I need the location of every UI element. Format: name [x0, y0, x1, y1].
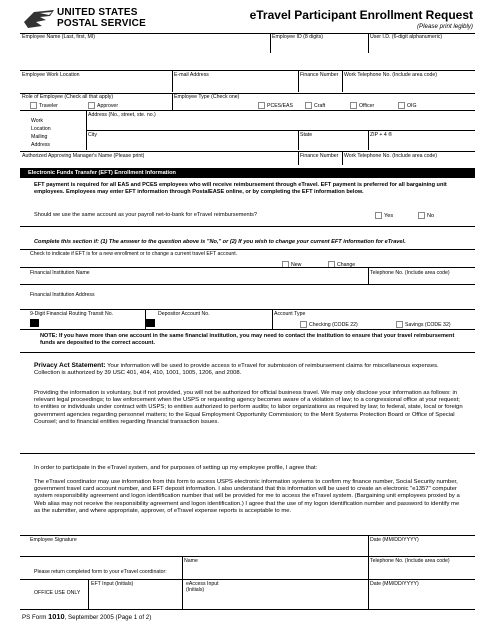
checking-checkbox[interactable] [300, 321, 307, 328]
manager-phone-label: Work Telephone No. (Include area code) [344, 153, 437, 159]
finance-number-field[interactable] [299, 79, 341, 91]
yes-checkbox[interactable] [375, 212, 382, 219]
savings-checkbox[interactable] [396, 321, 403, 328]
approver-text: Approver [97, 102, 119, 109]
footer-form: PS Form [22, 614, 47, 621]
email-label: E-mail Address [174, 72, 209, 78]
change-text: Change [337, 261, 356, 268]
eft-instruction: Complete this section if: (1) The answer to the question above is "No," or (2) If you wish to change your current EFT information for eTravel. [34, 239, 406, 245]
finance-number-label: Finance Number [300, 72, 339, 78]
privacy-p1: Your information will be used to provide access to eTravel for submission of reimbursement claims for miscellaneous expenses. Collection is authorized by 39 USC 401, 404, 410, 1001, 1005, 1206, and 2008. [34, 363, 439, 377]
street-field[interactable] [87, 119, 474, 129]
new-text: New [291, 261, 302, 268]
no-option[interactable] [418, 212, 434, 219]
routing-label: 9-Digit Financial Routing Transit No. [30, 311, 114, 317]
work-phone-label: Work Telephone No. (Include area code) [344, 72, 437, 78]
yes-text: Yes [384, 212, 394, 219]
no-checkbox[interactable] [418, 212, 425, 219]
email-field[interactable] [173, 79, 297, 91]
work-phone-field[interactable] [343, 79, 474, 91]
agreement-p2: The eTravel coordinator may use information from this form to access USPS electronic information systems to confirm my finance number, Social Security number, government travel card account number, and EFT deposit information. I also understand that this information will be used to create an electronic "e1357" computer system responsibility agreement and logon identification number that will be provided for me to access the eTravel system. (Bargaining unit employees proxied by a Web alias may not receive the responsibility agreement and logon identification.) I agree that the use of my logon identification number and password to identify me as the submitter, and where appropriate, approver, of eTravel expense reports is acceptable to me. [34, 479, 460, 514]
pces-text: PCES/EAS [267, 102, 293, 109]
manager-name-field[interactable] [21, 159, 297, 165]
craft-checkbox[interactable] [305, 102, 312, 109]
signature-field[interactable] [21, 544, 367, 555]
institution-name-label: Financial Institution Name [30, 270, 90, 276]
return-phone-label: Telephone No. (Include area code) [370, 558, 450, 564]
privacy-p2: Providing the information is voluntary, but if not provided, you will not be authorized for official business travel. We may only disclose your information as follows: in relevant legal proceedings; to law enforcement when the USPS or requesting agency becomes aware of a violation of law; to a congressional office at your request; to entities or individuals under contract with USPS; to entities authorized to perform audits; to labor organizations as required by law; to federal, state, local or foreign government agencies regarding personnel matters; to the Equal Employment Opportunity Commission; to the Merit Systems Protection Board or Office of Special Counsel; and to financial entities regarding financial transaction issues. [34, 390, 463, 425]
form-footer [22, 612, 151, 621]
pces-checkbox[interactable] [258, 102, 265, 109]
eagle-icon [22, 8, 56, 30]
address-side-label [31, 117, 51, 149]
page-title: eTravel Participant Enrollment Request [249, 8, 473, 22]
oig-option[interactable] [398, 102, 417, 109]
no-text: No [427, 212, 435, 219]
signature-date-label: Date (MM/DD/YYYY) [370, 537, 419, 543]
routing-marker [30, 319, 39, 327]
approver-option[interactable] [88, 102, 118, 109]
zip-label: ZIP + 4 ® [370, 132, 393, 138]
pces-option[interactable] [258, 102, 293, 109]
approver-checkbox[interactable] [88, 102, 95, 109]
footer-rest: , September 2005 (Page 1 of 2) [64, 614, 152, 621]
checking-text: Checking (CODE 22) [309, 321, 358, 328]
savings-text: Savings (CODE 32) [405, 321, 451, 328]
signature-label: Employee Signature [30, 537, 77, 543]
craft-text: Craft [314, 102, 326, 109]
traveler-option[interactable] [30, 102, 58, 109]
eft-notice: EFT payment is required for all EAS and PCES employees who will receive reimbursement through eTravel. EFT payment is preferred for all bargaining unit employees. Employees may enter EFT information through PostalEASE online, or by completing the EFT information below. [34, 182, 447, 195]
employee-id-label: Employee ID (8 digits) [272, 34, 324, 40]
side-label-location: Location [31, 126, 51, 132]
eft-question: Should we use the same account as your payroll net-to-bank for eTravel reimbursements? [34, 212, 258, 218]
eft-banner-text: Electronic Funds Transfer (EFT) Enrollment Information [28, 170, 176, 176]
privacy-heading: Privacy Act Statement: [34, 362, 106, 369]
side-label-mailing: Mailing [31, 134, 48, 140]
savings-option[interactable] [396, 321, 451, 328]
institution-address-label: Financial Institution Address [30, 292, 95, 298]
depositor-marker [146, 319, 155, 327]
logo-line2: POSTAL SERVICE [57, 18, 146, 29]
institution-name-field[interactable] [21, 277, 367, 284]
officer-checkbox[interactable] [350, 102, 357, 109]
city-label: City [88, 132, 97, 138]
eaccess-line1: eAccess Input [186, 581, 219, 587]
state-label: State [300, 132, 313, 138]
return-label: Please return completed form to your eTravel coordinator: [34, 569, 167, 575]
depositor-field[interactable] [157, 319, 270, 327]
checking-option[interactable] [300, 321, 358, 328]
eaccess-label [186, 581, 219, 593]
return-name-label: Name [184, 558, 198, 564]
user-id-field[interactable] [369, 41, 474, 52]
city-field[interactable] [87, 139, 297, 149]
traveler-text: Traveler [39, 102, 58, 109]
manager-finance-label: Finance Number [300, 153, 339, 159]
account-type-label: Account Type [274, 311, 306, 317]
eft-input-label: EFT Input (Initials) [91, 581, 134, 587]
office-use-label: OFFICE USE ONLY [34, 590, 81, 596]
employee-name-label: Employee Name (Last, first, MI) [22, 34, 95, 40]
footer-number: 1010 [48, 612, 65, 621]
user-id-label: User I.D. (6-digit alphanumeric) [370, 34, 443, 40]
return-date-label: Date (MM/DD/YYYY) [370, 581, 419, 587]
side-label-work: Work [31, 118, 44, 124]
officer-option[interactable] [350, 102, 374, 109]
role-label: Role of Employee (Check all that apply) [22, 94, 114, 100]
agreement-p1: In order to participate in the eTravel system, and for purposes of setting up my employee profile, I agree that: [34, 465, 318, 471]
work-location-label: Employee Work Location [22, 72, 80, 78]
signature-date-field[interactable] [369, 544, 474, 555]
employee-id-field[interactable] [271, 41, 367, 52]
oig-checkbox[interactable] [398, 102, 405, 109]
employee-type-label: Employee Type (Check one) [174, 94, 240, 100]
craft-option[interactable] [305, 102, 325, 109]
eft-banner [20, 168, 475, 178]
eft-check-label: Check to indicate if EFT is for a new enrollment or to change a current travel EFT account. [30, 251, 238, 257]
depositor-label: Depositor Account No. [158, 311, 210, 317]
work-location-field[interactable] [21, 79, 171, 91]
street-label: Address (No., street, ste. no.) [88, 112, 156, 118]
routing-field[interactable] [41, 319, 143, 327]
institution-address-field[interactable] [21, 299, 474, 307]
logo-line1: UNITED STATES [57, 7, 138, 18]
usps-logo [22, 6, 162, 32]
manager-name-label: Authorized Approving Manager's Name (Please print) [22, 153, 145, 159]
institution-phone-label: Telephone No. (Include area code) [370, 270, 450, 276]
oig-text: OIG [407, 102, 417, 109]
yes-option[interactable] [375, 212, 393, 219]
employee-name-field[interactable] [21, 41, 268, 52]
state-field[interactable] [299, 139, 367, 149]
page-subtitle: (Please print legibly) [416, 23, 473, 30]
traveler-checkbox[interactable] [30, 102, 37, 109]
zip-field[interactable] [369, 139, 474, 149]
eft-note: NOTE: If you have more than one account in the same financial institution, you may need to contact the institution to ensure that your travel reimbursement funds are deposited to the correct account. [40, 333, 455, 346]
eaccess-line2: (Initials) [186, 587, 205, 593]
privacy-statement [34, 362, 464, 377]
side-label-address: Address [31, 142, 51, 148]
officer-text: Officer [359, 102, 375, 109]
